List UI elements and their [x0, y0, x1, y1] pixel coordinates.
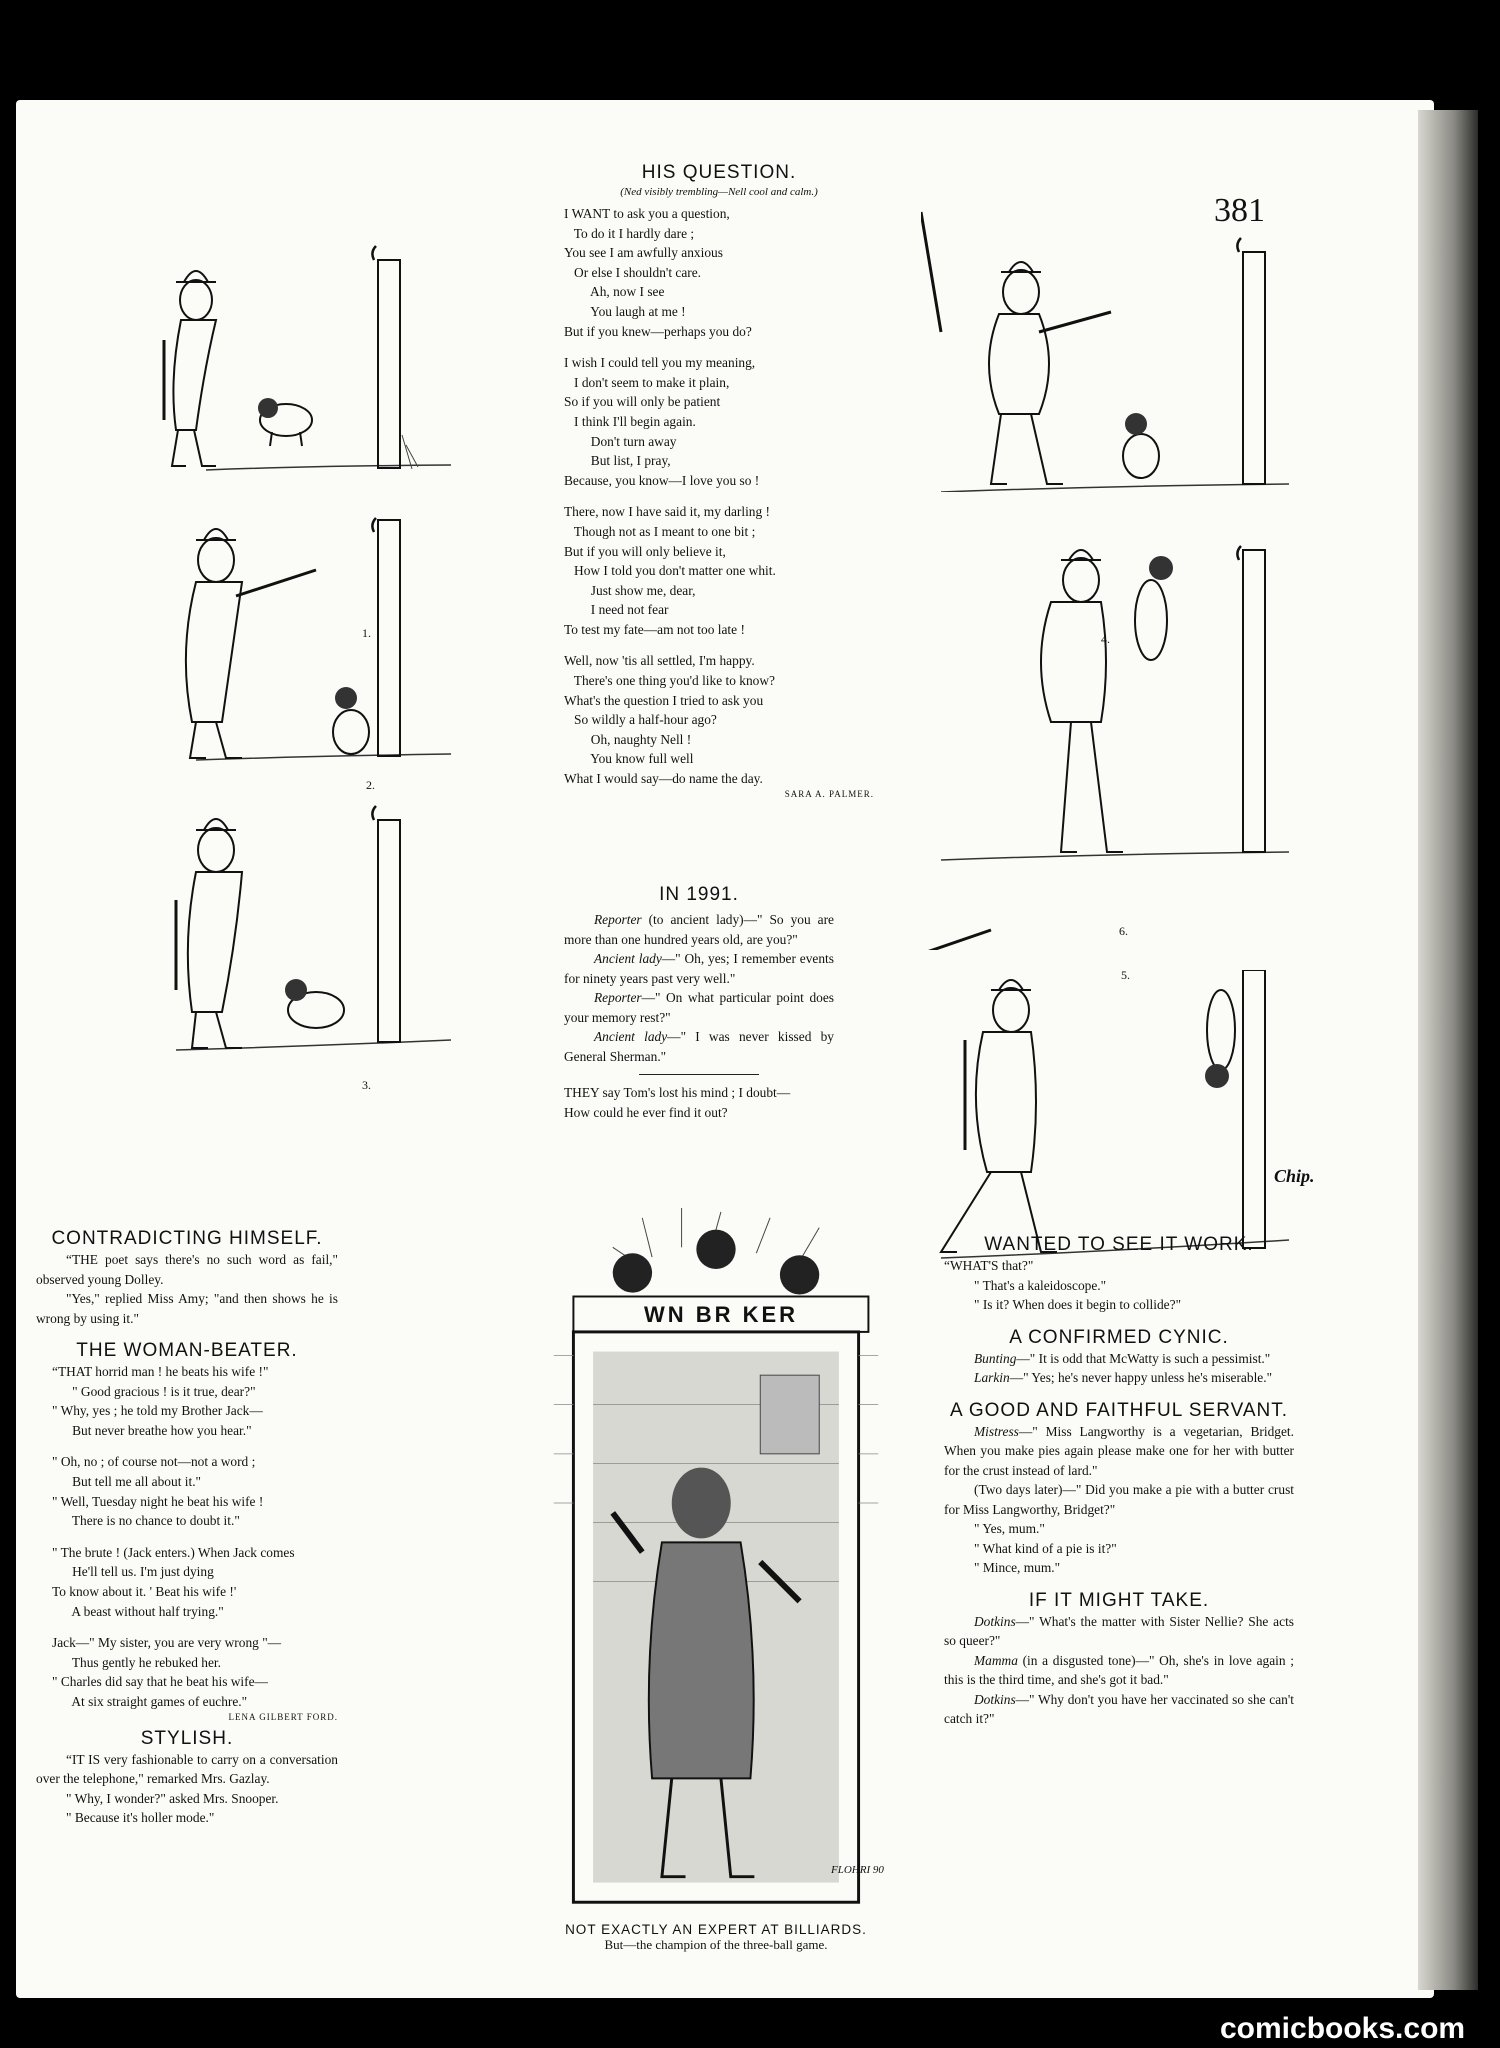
poem-line: To know about it. ' Beat his wife !' — [52, 1583, 237, 1599]
caption-title: NOT EXACTLY AN EXPERT AT BILLIARDS. — [565, 1922, 867, 1937]
poem-line: You laugh at me ! — [564, 303, 686, 319]
artist-signature: Chip. — [1274, 1166, 1315, 1186]
poem-line: " The brute ! (Jack enters.) When Jack comes — [52, 1544, 295, 1560]
cartoon-panel-4 — [921, 192, 1291, 646]
poem-stanza — [52, 1543, 338, 1621]
dialogue: —" What's the matter with Sister Nellie? She acts so queer?" — [944, 1613, 1294, 1648]
magazine-page — [16, 100, 1434, 1998]
poem-author: LENA GILBERT FORD. — [228, 1711, 338, 1722]
poem-stanza — [52, 1362, 338, 1440]
speaker: Bunting — [974, 1350, 1017, 1366]
joke-paragraph — [564, 949, 834, 988]
dialogue: —" Miss Langworthy is a vegetarian, Bridget. When you make pies again please make one for her with butter for the crust instead of lard." — [944, 1423, 1294, 1478]
cartoon-panel-5 — [921, 540, 1291, 982]
poem-line: At six straight games of euchre." — [52, 1693, 248, 1709]
joke-paragraph: How could he ever find it out? — [564, 1104, 728, 1120]
page-binding-gutter — [1418, 110, 1478, 1990]
dialogue: " What kind of a pie is it?" — [974, 1540, 1117, 1556]
dialogue: —" It is odd that McWatty is such a pessimist." — [1016, 1350, 1271, 1366]
poem-line: " Why, yes ; he told my Brother Jack— — [52, 1403, 263, 1419]
joke-paragraph — [944, 1349, 1294, 1369]
joke-paragraph: “WHAT'S that?" — [944, 1258, 1034, 1273]
poem-line: So if you will only be patient — [564, 394, 721, 410]
joke-paragraph — [944, 1422, 1294, 1481]
speaker: Mistress — [974, 1423, 1019, 1439]
dialogue: —" Oh, yes; I remember events for ninety years past very well." — [564, 951, 834, 986]
poem-title: THE WOMAN-BEATER. — [76, 1340, 298, 1361]
poem-line: I think I'll begin again. — [564, 413, 696, 429]
speaker: Larkin — [974, 1370, 1010, 1385]
cartoon-panel-3 — [156, 790, 456, 1092]
man-pointing-illustration — [156, 500, 456, 770]
joke-paragraph — [564, 1027, 834, 1066]
poem-line: There is no chance to doubt it." — [52, 1513, 240, 1529]
poem-line: Or else I shouldn't care. — [564, 264, 702, 280]
cartoon-caption — [516, 1922, 916, 1953]
joke-paragraph: "Yes," replied Miss Amy; "and then shows he is wrong by using it." — [36, 1291, 338, 1326]
poem-line: There's one thing you'd like to know? — [564, 673, 775, 689]
joke-paragraph — [944, 1690, 1294, 1729]
poem-line: I need not fear — [564, 602, 669, 618]
poem-stanza — [52, 1633, 338, 1711]
panel-number: 2. — [366, 778, 375, 792]
joke-paragraph: “THE poet says there's no such word as fail," observed young Dolley. — [36, 1252, 338, 1287]
joke-paragraph — [944, 1368, 1294, 1388]
panel-number: 1. — [362, 626, 371, 640]
dialogue: —" Why don't you have her vaccinated so she can't catch it?" — [944, 1691, 1294, 1726]
joke-paragraph: " Because it's holler mode." — [66, 1810, 215, 1825]
poem-line: But tell me all about it." — [52, 1473, 202, 1489]
poem-stanza — [52, 1452, 338, 1530]
joke-paragraph — [564, 988, 834, 1027]
poem-title: HIS QUESTION. — [641, 162, 797, 183]
poem-line: You see I am awfully anxious — [564, 245, 723, 261]
right-column — [944, 1234, 1294, 1729]
cartoon-panel-6 — [921, 924, 1291, 1260]
poem-stanza — [564, 204, 874, 341]
cartoon-panel-1 — [156, 220, 456, 640]
poem-line: Oh, naughty Nell ! — [564, 731, 692, 747]
dialogue: " Yes, mum." — [974, 1521, 1045, 1536]
pawnbroker-sign: WN BR KER — [643, 1302, 799, 1327]
speaker: Reporter — [594, 990, 642, 1005]
poem-line: But never breathe how you hear." — [52, 1422, 252, 1438]
joke-title: WANTED TO SEE IT WORK. — [984, 1234, 1254, 1255]
poem-line: " Well, Tuesday night he beat his wife ! — [52, 1493, 264, 1509]
poem-line: Jack—" My sister, you are very wrong "— — [52, 1635, 282, 1651]
speaker: Ancient lady — [594, 1029, 668, 1044]
panel-number: 3. — [362, 1078, 371, 1092]
cartoon-panel-2 — [156, 500, 456, 792]
poem-line: How I told you don't matter one whit. — [564, 563, 776, 579]
joke-paragraph — [944, 1612, 1294, 1651]
poem-stanza — [564, 651, 874, 788]
his-question-poem — [564, 162, 874, 799]
joke-paragraph: " Is it? When does it begin to collide?" — [974, 1297, 1182, 1312]
poem-line: Just show me, dear, — [564, 582, 696, 598]
artist-signature: FLOHRI 90 — [831, 1864, 884, 1876]
joke-paragraph: THEY say Tom's lost his mind ; I doubt— — [564, 1085, 791, 1100]
page-number: 381 — [1214, 192, 1265, 229]
dialogue: —" Yes; he's never happy unless he's miserable." — [1009, 1370, 1273, 1385]
poem-subtitle: (Ned visibly trembling—Nell cool and calm.) — [620, 186, 818, 198]
joke-title: A CONFIRMED CYNIC. — [1009, 1326, 1229, 1348]
poem-line: " Good gracious ! is it true, dear?" — [52, 1383, 256, 1399]
poem-line: So wildly a half-hour ago? — [564, 712, 717, 728]
joke-paragraph — [944, 1558, 1294, 1578]
joke-paragraph — [944, 1651, 1294, 1690]
poem-line: To do it I hardly dare ; — [564, 225, 695, 241]
dialogue: —" I was never kissed by General Sherman." — [564, 1029, 834, 1064]
poem-line: A beast without half trying." — [52, 1603, 224, 1619]
poem-line: Well, now 'tis all settled, I'm happy. — [564, 653, 755, 669]
joke-paragraph — [944, 1519, 1294, 1539]
poem-stanza — [564, 502, 874, 639]
dialogue: (in a disgusted tone)—" Oh, she's in love again ; this is the third time, and she's got it bad." — [944, 1652, 1294, 1687]
poem-line: Don't turn away — [564, 433, 677, 449]
man-with-stick-illustration — [921, 192, 1291, 492]
dialogue: " Mince, mum." — [974, 1560, 1061, 1575]
panel-number: 5. — [1121, 968, 1130, 982]
joke-paragraph — [944, 1480, 1294, 1519]
poem-line: I WANT to ask you a question, — [564, 206, 730, 221]
man-lifting-dog-illustration — [921, 540, 1291, 950]
poem-author: SARA A. PALMER. — [784, 788, 874, 799]
poem-line: He'll tell us. I'm just dying — [52, 1564, 214, 1580]
poem-line: Thus gently he rebuked her. — [52, 1654, 221, 1670]
left-column — [36, 1228, 338, 1828]
speaker: Dotkins — [974, 1691, 1016, 1707]
joke-title: STYLISH. — [140, 1727, 234, 1749]
poem-line: Though not as I meant to one bit ; — [564, 523, 756, 539]
joke-paragraph: “IT IS very fashionable to carry on a conversation over the telephone," remarked Mrs. Gazlay. — [36, 1751, 338, 1786]
joke-title: CONTRADICTING HIMSELF. — [51, 1228, 323, 1249]
poem-line: But if you knew—perhaps you do? — [564, 323, 752, 339]
speaker: Mamma — [974, 1652, 1018, 1668]
dialogue: (Two days later)—" Did you make a pie with a butter crust for Miss Langworthy, Bridget?" — [944, 1482, 1294, 1517]
in-1991-joke — [564, 884, 834, 1122]
poem-line: Ah, now I see — [564, 284, 665, 300]
poem-line: “THAT horrid man ! he beats his wife !" — [52, 1364, 269, 1379]
poem-line: " Charles did say that he beat his wife— — [52, 1674, 268, 1690]
poem-line: Because, you know—I love you so ! — [564, 472, 760, 488]
poem-line: There, now I have said it, my darling ! — [564, 504, 771, 520]
poem-line: To test my fate—am not too late ! — [564, 621, 745, 637]
poem-stanza — [564, 353, 874, 490]
poem-line: What I would say—do name the day. — [564, 771, 763, 787]
dialogue: —" On what particular point does your memory rest?" — [564, 990, 834, 1025]
man-walking-dog-illustration — [156, 220, 456, 480]
panel-number: 4. — [1101, 632, 1110, 646]
pawnbroker-cartoon — [531, 1208, 901, 1916]
caption-subtitle: But—the champion of the three-ball game. — [604, 1937, 828, 1952]
panel-number: 6. — [1119, 924, 1128, 938]
joke-title: IN 1991. — [659, 884, 739, 905]
poem-line: But list, I pray, — [564, 453, 671, 469]
speaker: Reporter — [594, 912, 642, 927]
speaker: Dotkins — [974, 1613, 1016, 1629]
poem-line: " Oh, no ; of course not—not a word ; — [52, 1454, 256, 1470]
poem-line: What's the question I tried to ask you — [564, 692, 764, 708]
joke-paragraph — [944, 1539, 1294, 1559]
man-walking-away-illustration — [921, 970, 1291, 1260]
joke-paragraph — [564, 910, 834, 949]
poem-line: I don't seem to make it plain, — [564, 374, 730, 390]
poem-line: You know full well — [564, 751, 694, 767]
joke-title: A GOOD AND FAITHFUL SERVANT. — [949, 1399, 1289, 1421]
divider-rule — [639, 1074, 759, 1075]
joke-paragraph: " Why, I wonder?" asked Mrs. Snooper. — [66, 1790, 279, 1806]
dialogue: (to ancient lady)—" So you are more than one hundred years old, are you?" — [564, 912, 834, 947]
site-watermark: comicbooks.com — [1220, 2012, 1466, 2045]
joke-paragraph: " That's a kaleidoscope." — [974, 1277, 1107, 1293]
man-dog-running-illustration — [156, 790, 456, 1060]
speaker: Ancient lady — [594, 951, 662, 966]
poem-line: But if you will only believe it, — [564, 543, 726, 559]
poem-line: I wish I could tell you my meaning, — [564, 355, 756, 371]
joke-title: IF IT MIGHT TAKE. — [1028, 1589, 1210, 1611]
